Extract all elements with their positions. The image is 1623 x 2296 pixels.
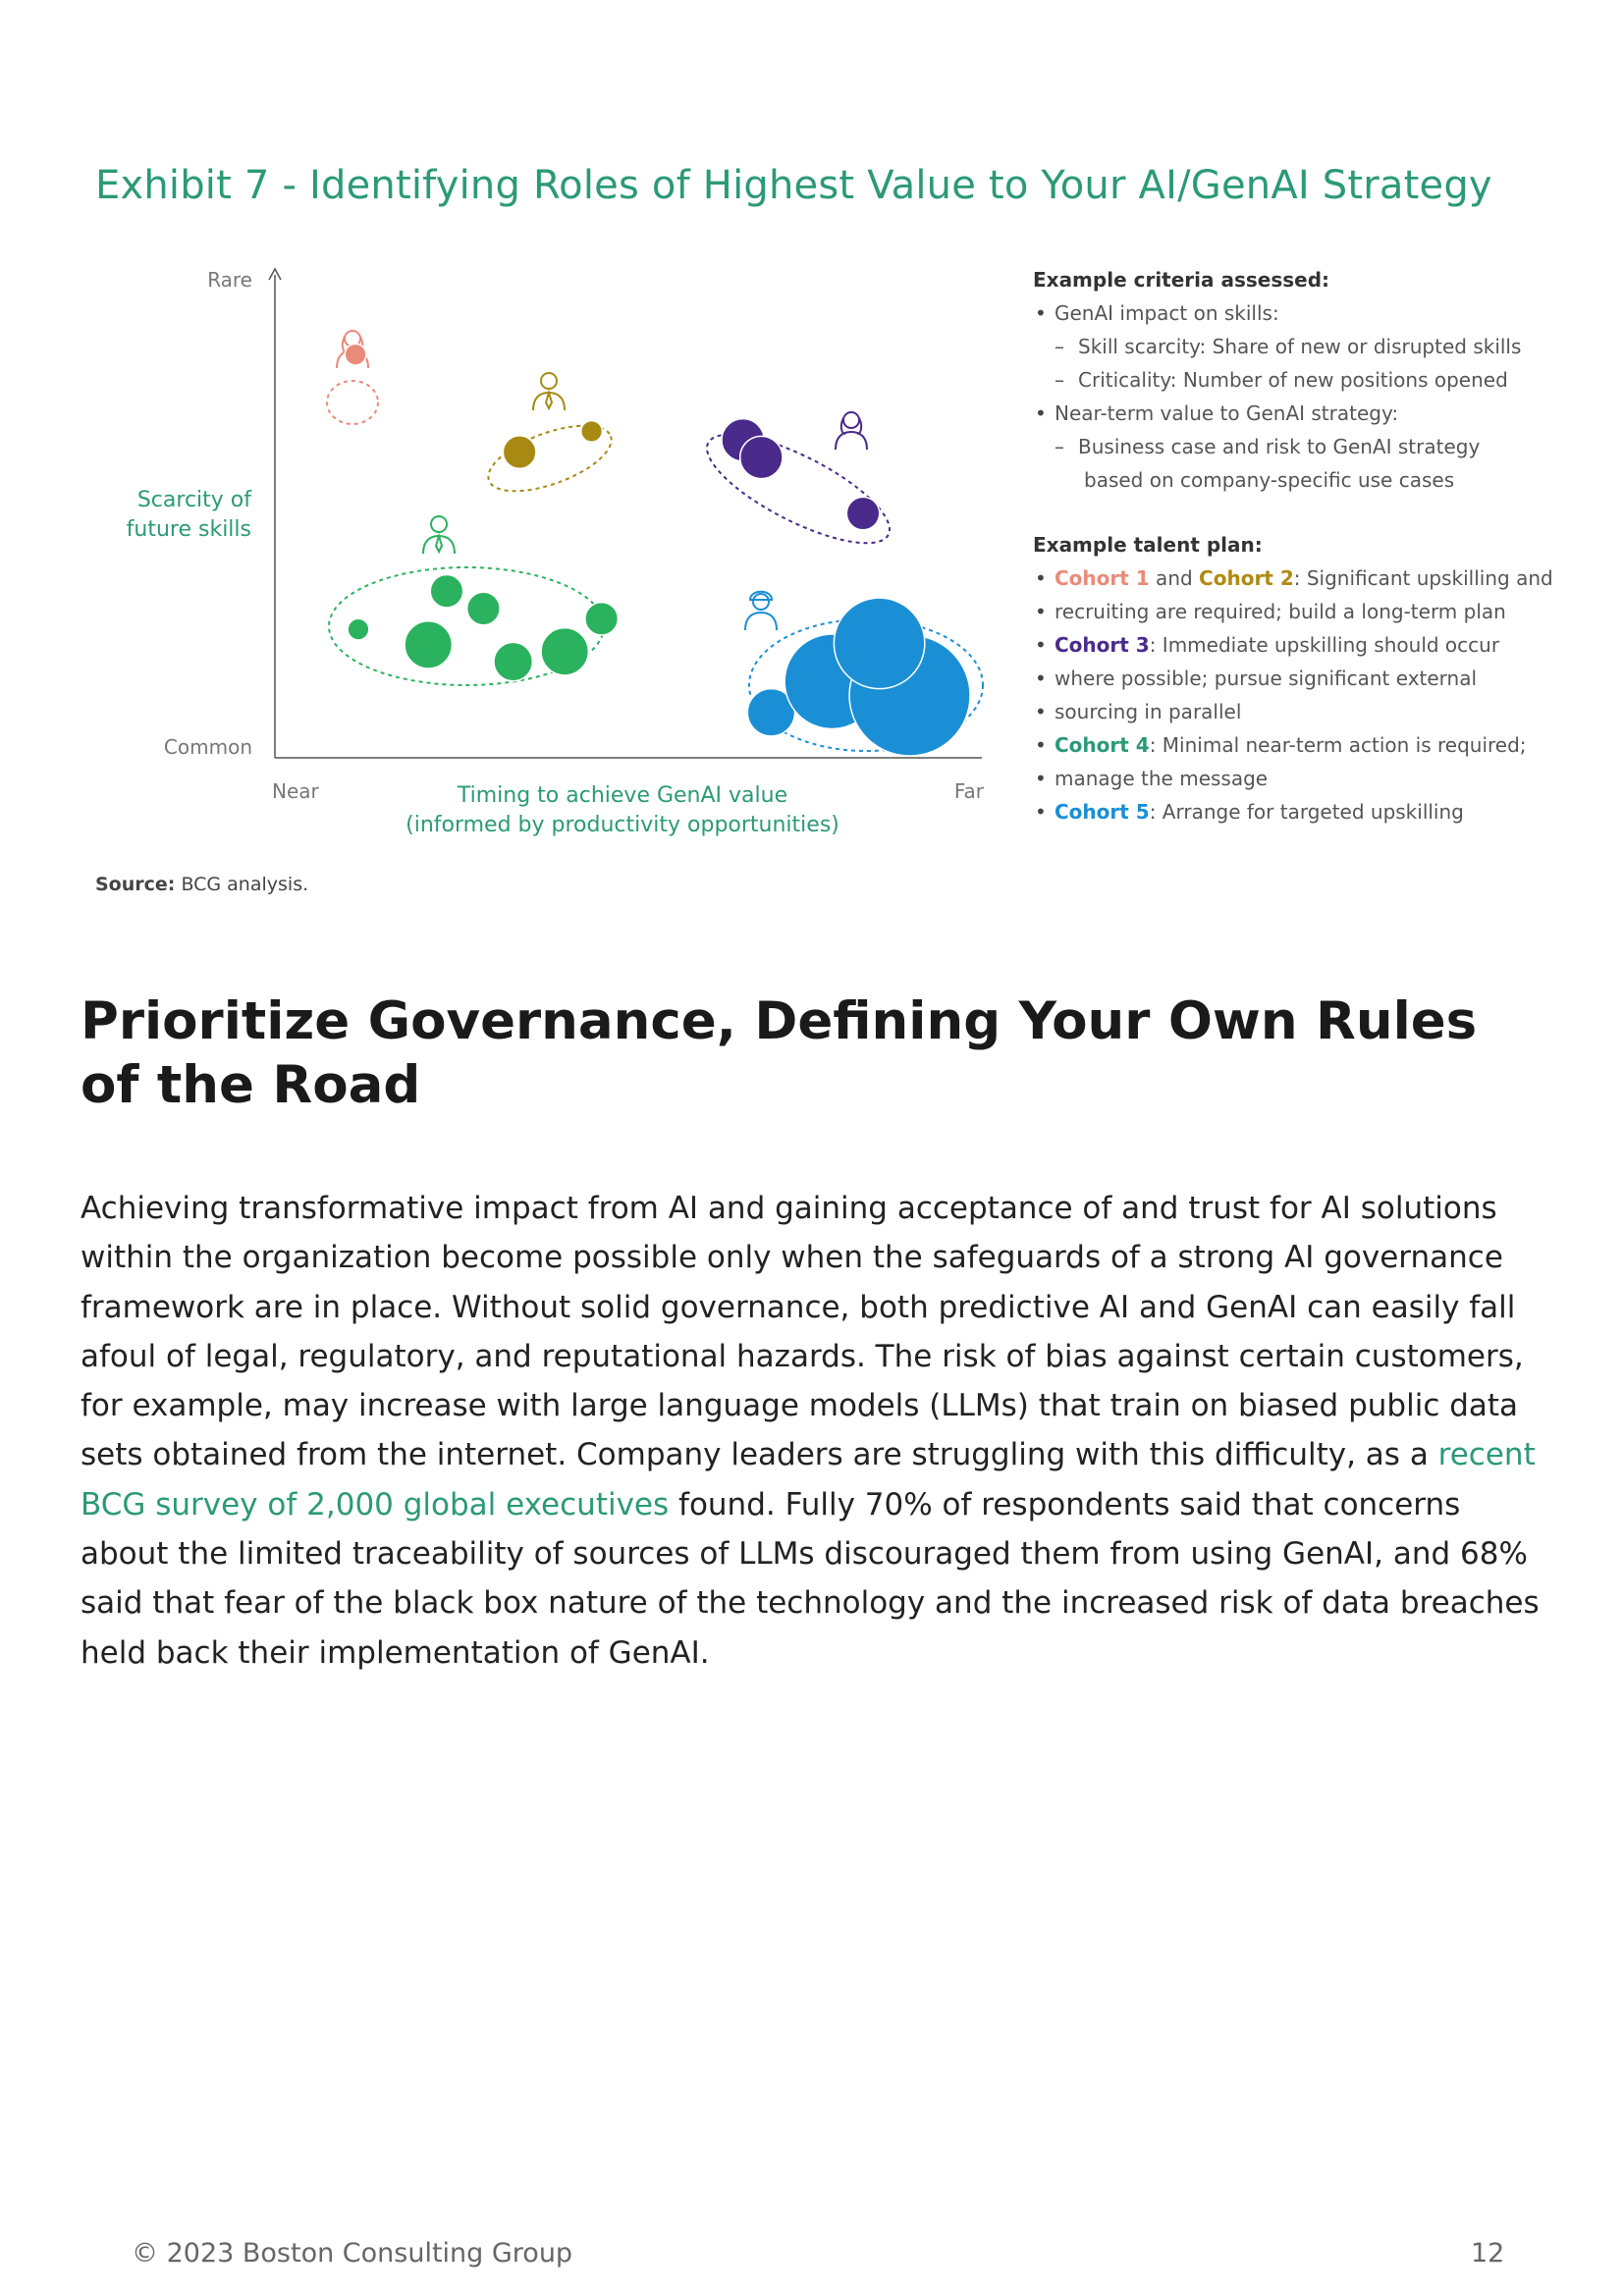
cohort5-label: Cohort 5 [1055, 800, 1150, 824]
person-icon [533, 373, 565, 410]
talent-plan-continued [1033, 662, 1583, 695]
talent-plan-text: manage the message [1055, 767, 1269, 790]
talent-plan-item [1033, 795, 1583, 828]
cohort4-point [430, 575, 462, 608]
talent-plan-heading: Example talent plan: [1033, 533, 1263, 557]
source-text: BCG analysis. [181, 874, 309, 895]
talent-plan-text: : Arrange for targeted upskilling [1149, 800, 1464, 824]
criteria-subitem: – Skill scarcity: Share of new or disrupted skills [1033, 330, 1583, 363]
cohort4-point [348, 618, 369, 640]
person-icon [423, 516, 455, 554]
cohort4-point [541, 628, 588, 675]
cohort1-label: Cohort 1 [1055, 566, 1150, 590]
x-axis-left-label: Near [272, 779, 319, 803]
cohort3-label: Cohort 3 [1055, 633, 1150, 657]
worker-icon [745, 592, 777, 630]
body-text-end: found. Fully 70% of respondents said that concerns about the limited traceability of sources of LLMs discouraged them from using GenAI, and 68% said that fear of the black box nature of the technology and the increased risk of data breaches held back their implementation of GenAI. [81, 1486, 1540, 1671]
exhibit-title: Exhibit 7 - Identifying Roles of Highest Value to Your AI/GenAI Strategy [95, 163, 1492, 208]
y-axis-title-line1: Scarcity of [136, 488, 251, 512]
cohort5-point [834, 598, 924, 688]
cohort2-point [503, 436, 535, 468]
body-paragraph [81, 1184, 1553, 1678]
talent-plan-item [1033, 628, 1583, 662]
talent-plan-text: sourcing in parallel [1055, 700, 1242, 723]
cohort4-label: Cohort 4 [1055, 733, 1150, 757]
talent-plan-text: : Minimal near-term action is required; [1149, 733, 1527, 757]
criteria-heading: Example criteria assessed: [1033, 268, 1330, 292]
talent-plan-item [1033, 728, 1583, 762]
page-number: 12 [1471, 2238, 1505, 2269]
x-axis-title-line2: (informed by productivity opportunities) [406, 813, 839, 837]
talent-plan-continued [1033, 695, 1583, 728]
cohort4-point [585, 603, 618, 635]
cohort4-point [494, 642, 532, 680]
talent-plan-text: where possible; pursue significant external [1055, 667, 1478, 690]
source-note [95, 874, 308, 895]
criteria-item: • GenAI impact on skills: [1033, 296, 1583, 330]
y-axis-bottom-label: Common [163, 735, 252, 759]
talent-plan-continued [1033, 595, 1583, 628]
person-icon [836, 412, 867, 450]
cohort4-point [467, 592, 500, 624]
copyright: © 2023 Boston Consulting Group [132, 2238, 573, 2269]
criteria-subitem: – Criticality: Number of new positions opened [1033, 363, 1583, 397]
body-text-start: Achieving transformative impact from AI and gaining acceptance of and trust for AI solutions within the organization become possible only when the safeguards of a strong AI governance framework are in place. Without solid governance, both predictive AI and GenAI can easily fall afoul of legal, regulatory, and reputational hazards. The risk of bias against certain customers, for example, may increase with large language models (LLMs) that train on biased public data sets obtained from the internet. Company leaders are struggling with this difficulty, as a [81, 1191, 1524, 1473]
criteria-panel [1033, 263, 1583, 828]
section-heading: Prioritize Governance, Defining Your Own Rules of the Road [81, 991, 1478, 1115]
y-axis-top-label: Rare [207, 268, 252, 292]
talent-plan-continued [1033, 762, 1583, 795]
criteria-subitem: – Business case and risk to GenAI strategy [1033, 430, 1583, 463]
x-axis-right-label: Far [953, 779, 984, 803]
survey-link[interactable]: recent BCG survey of 2,000 global executives [81, 1437, 1536, 1522]
cohort3-point [740, 436, 783, 478]
x-axis-title-line1: Timing to achieve GenAI value [457, 783, 788, 808]
talent-plan-text: : Immediate upskilling should occur [1149, 633, 1500, 657]
talent-plan-item [1033, 561, 1583, 595]
cohort3-point [846, 497, 879, 529]
criteria-subitem-continued: based on company-specific use cases [1084, 468, 1455, 492]
cohort2-label: Cohort 2 [1199, 566, 1294, 590]
y-axis-title-line2: future skills [126, 517, 251, 542]
cohort4-point [405, 621, 452, 668]
cohort2-point [581, 421, 603, 443]
conjunction: and [1149, 566, 1200, 590]
talent-plan-text: recruiting are required; build a long-term plan [1055, 600, 1506, 623]
source-label: Source: [95, 874, 176, 895]
criteria-item: • Near-term value to GenAI strategy: [1033, 397, 1583, 430]
cohort1-point [345, 344, 366, 365]
talent-plan-text: : Significant upskilling and [1293, 566, 1553, 590]
cohort1-group-outline [327, 381, 378, 424]
